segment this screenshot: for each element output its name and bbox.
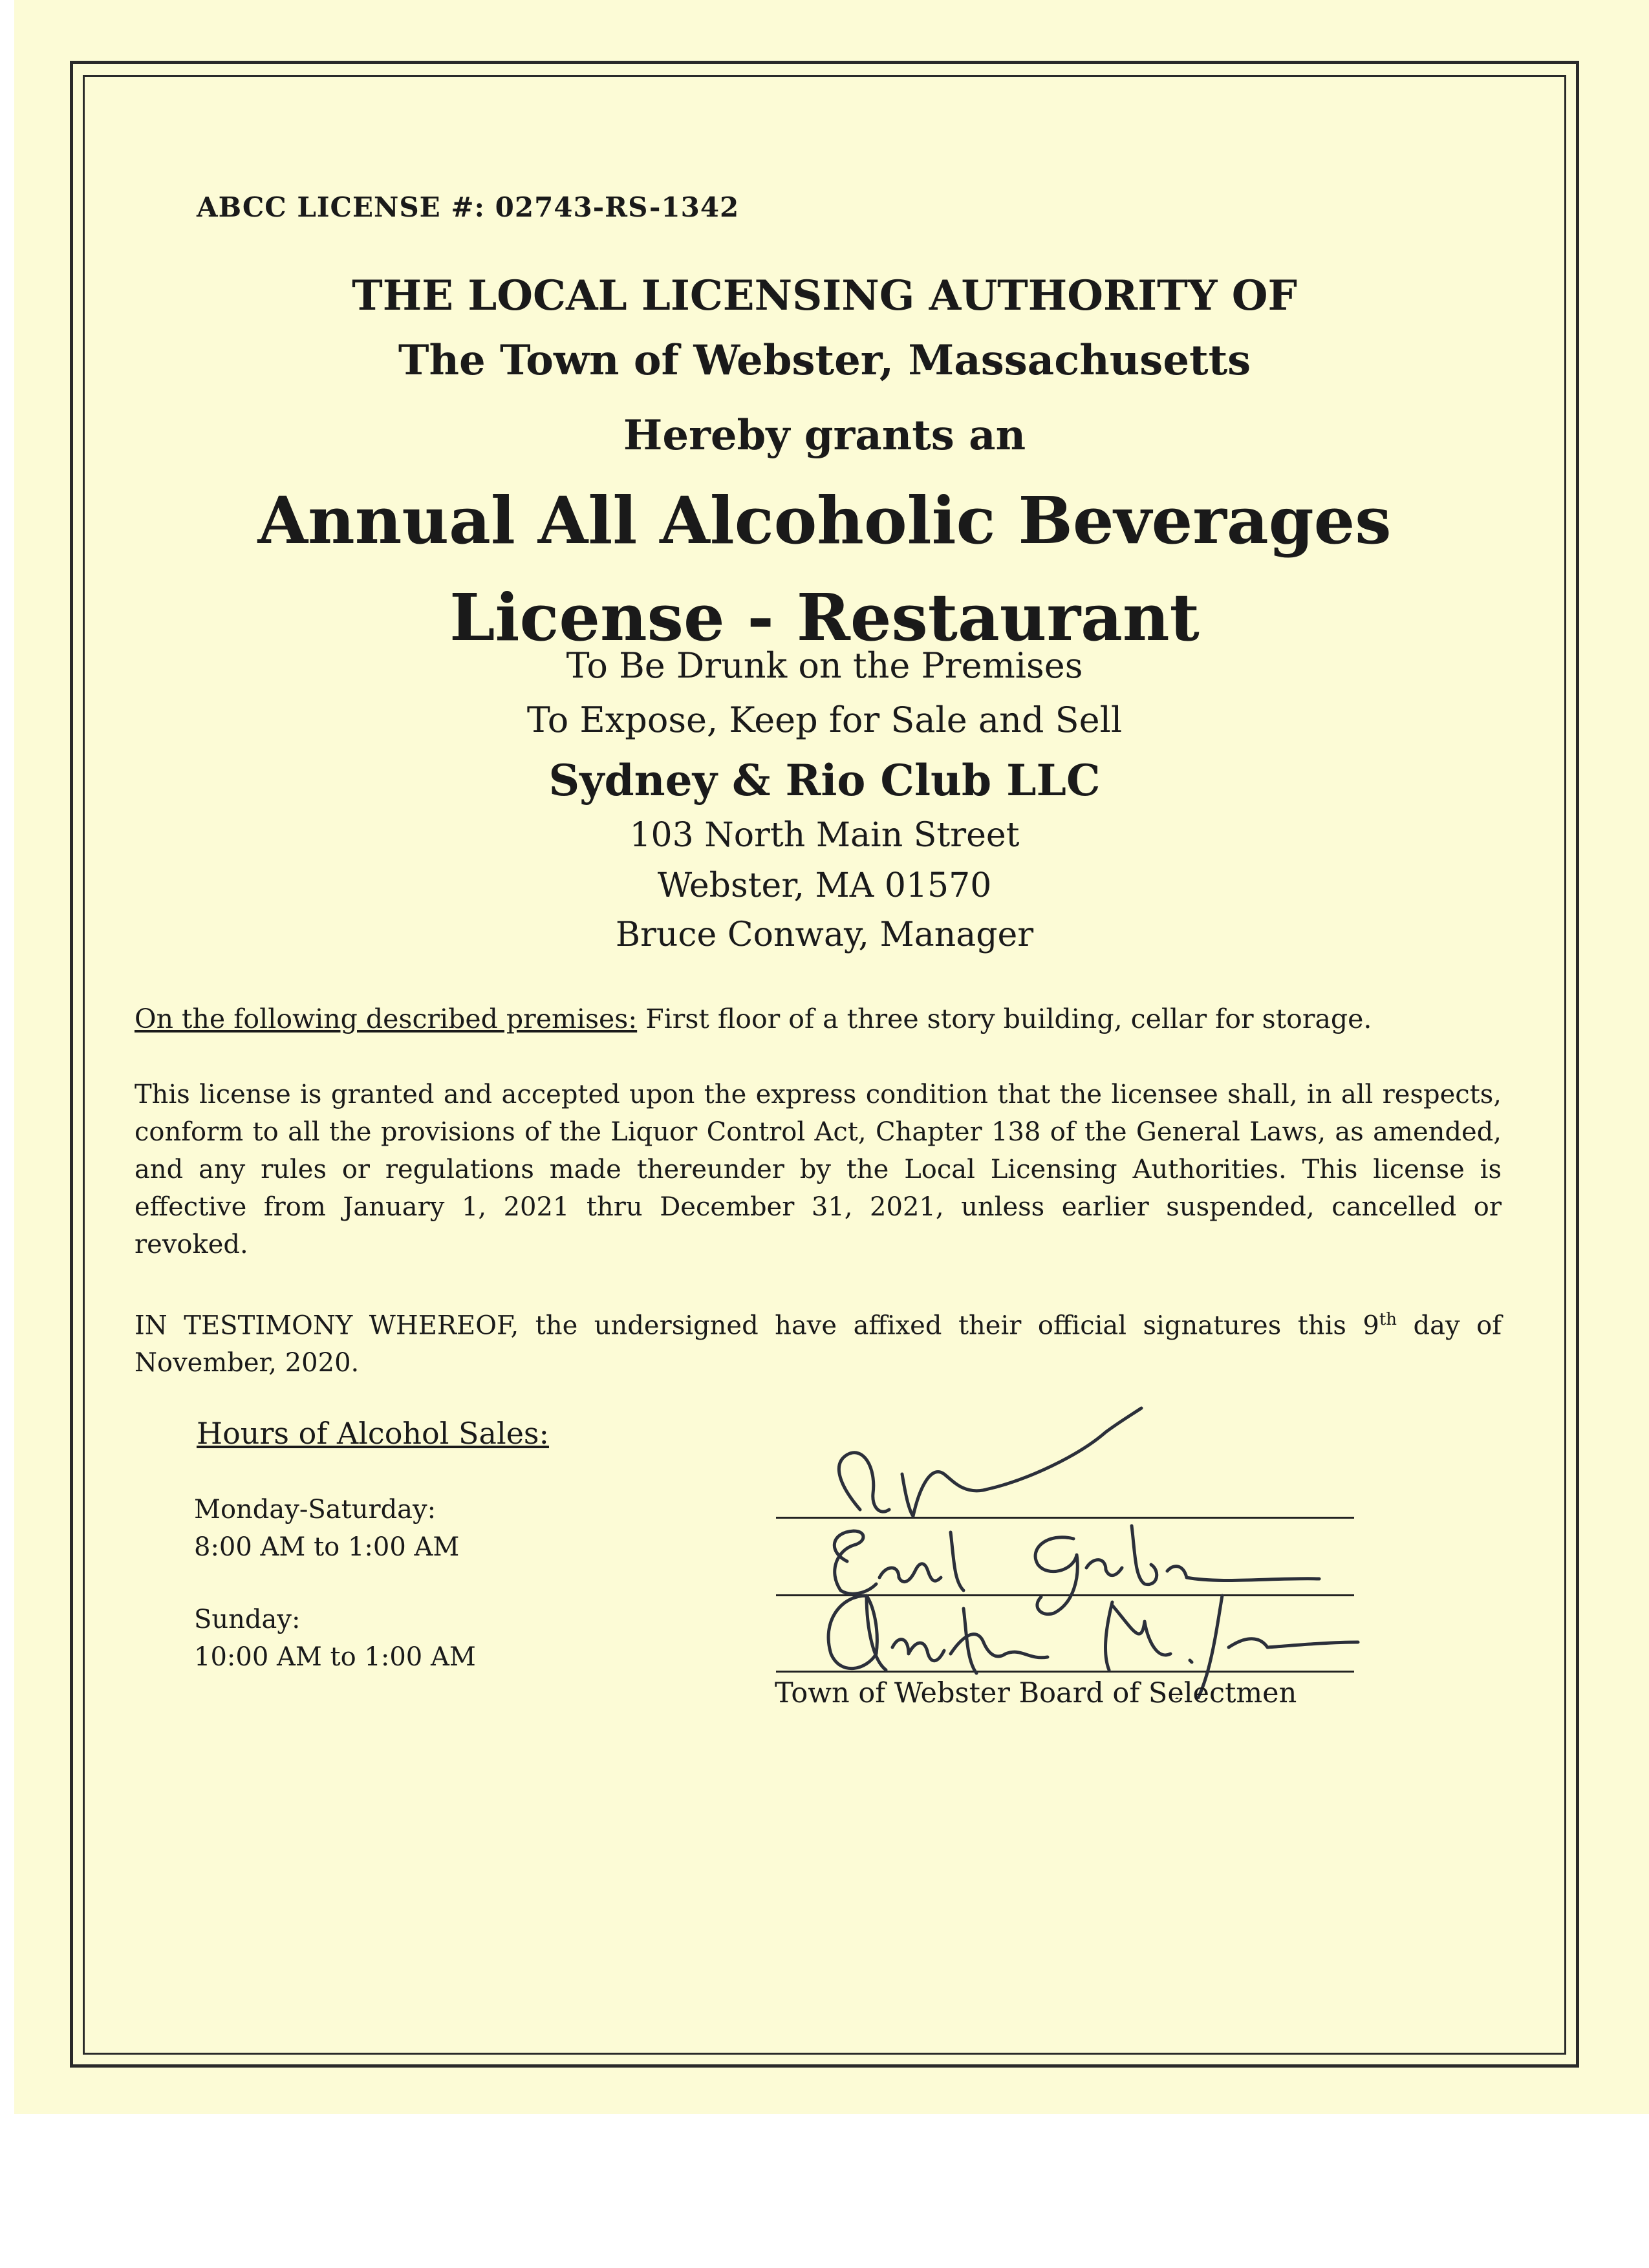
license-number: ABCC LICENSE #: 02743-RS-1342 (197, 191, 740, 223)
authority-line-2: The Town of Webster, Massachusetts (398, 336, 1251, 385)
licensee-manager: Bruce Conway, Manager (615, 915, 1034, 954)
subtitle-line-1: To Be Drunk on the Premises (566, 645, 1083, 686)
grants-text: Hereby grants an (623, 411, 1026, 460)
signature-caption: Town of Webster Board of Selectmen (775, 1677, 1297, 1709)
authority-heading (0, 264, 1649, 393)
licensee-street: 103 North Main Street (629, 816, 1020, 855)
license-title-line-1: Annual All Alcoholic Beverages (257, 482, 1392, 559)
conditions-paragraph: This license is granted and accepted upon the express condition that the licensee shall, in all respects, conform to all the provisions of the Liquor Control Act, Chapter 138 of the General Laws, as amended, and any rules or regulations made thereunder by the Local Licensing Authorities. This license is effective from January 1, 2021 thru December 31, 2021, unless earlier suspended, cancelled or revoked. (135, 1080, 1502, 1259)
premises-label: On the following described premises: (135, 1003, 638, 1034)
testimony-date: day of November, 2020. (135, 1311, 1502, 1378)
testimony-text: IN TESTIMONY WHEREOF, the undersigned have affixed their official signatures this 9 (135, 1311, 1379, 1341)
weekday-label: Monday-Saturday: (194, 1495, 436, 1524)
testimony-paragraph (135, 1301, 1502, 1382)
sunday-hours (194, 1601, 476, 1676)
weekday-time: 8:00 AM to 1:00 AM (194, 1532, 460, 1562)
premises-statement (135, 1003, 1372, 1034)
license-title (0, 472, 1649, 666)
licensee-city: Webster, MA 01570 (657, 866, 992, 905)
testimony-ordinal: th (1379, 1310, 1397, 1329)
subtitle-line-2: To Expose, Keep for Sale and Sell (526, 700, 1123, 740)
weekday-hours (194, 1491, 459, 1566)
premises-description: First floor of a three story building, cellar for storage. (645, 1003, 1372, 1034)
license-title-line-2: License - Restaurant (449, 579, 1200, 656)
sunday-time: 10:00 AM to 1:00 AM (194, 1642, 476, 1672)
authority-line-1: THE LOCAL LICENSING AUTHORITY OF (352, 272, 1297, 320)
licensee-name: Sydney & Rio Club LLC (548, 755, 1101, 806)
hours-title: Hours of Alcohol Sales: (197, 1416, 550, 1451)
sunday-label: Sunday: (194, 1605, 301, 1634)
